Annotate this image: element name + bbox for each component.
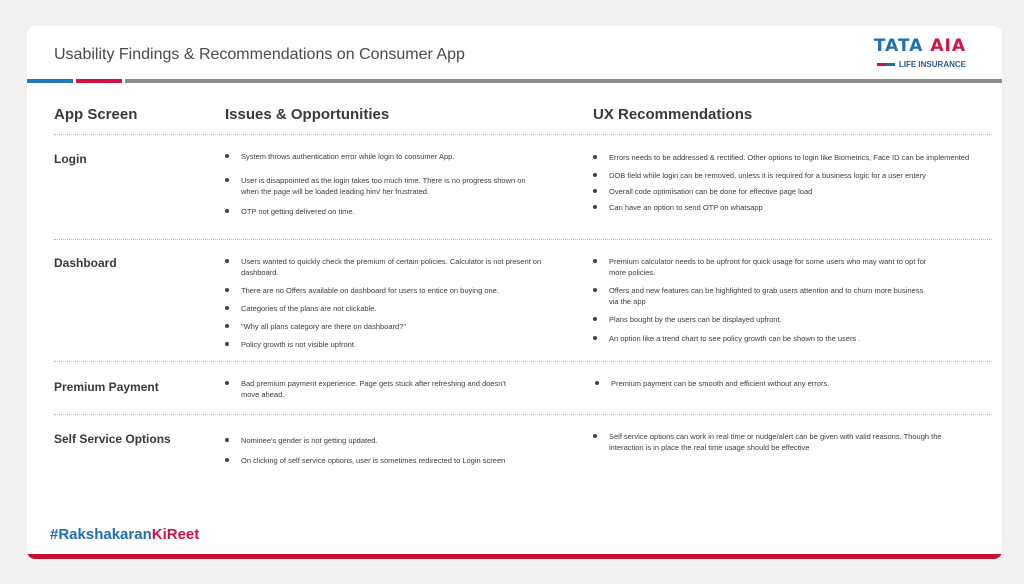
list-item: Overall code optimisation can be done for effective page load — [593, 186, 973, 197]
column-header-issues: Issues & Opportunities — [225, 106, 390, 123]
logo-subtitle-text: LIFE INSURANCE — [898, 60, 966, 69]
list-item: DOB field while login can be removed, unless it is required for a business logic for a user entery — [593, 170, 973, 181]
row-divider — [54, 414, 992, 415]
list-item: Users wanted to quickly check the premium of certain policies. Calculator is not present on dashboard. — [225, 256, 555, 278]
row-divider — [54, 239, 992, 240]
self-service-issues-list — [225, 435, 565, 466]
row-label-self-service: Self Service Options — [54, 432, 171, 446]
slide-card — [27, 26, 1002, 559]
row-label-premium-payment: Premium Payment — [54, 380, 159, 394]
column-header-recommendations: UX Recommendations — [593, 106, 753, 123]
list-item: An option like a trend chart to see policy growth can be shown to the users . — [593, 333, 933, 344]
row-divider — [54, 361, 992, 362]
list-item: On clicking of self service options, user is sometimes redirected to Login screen — [225, 455, 565, 466]
logo-wordmark — [874, 36, 966, 56]
hashtag-part-red: KiReet — [151, 526, 200, 543]
dashboard-recommendations-list — [593, 256, 933, 344]
hashtag-part-blue: #Rakshakaran — [50, 526, 152, 543]
premium-payment-issues-list — [225, 378, 525, 400]
login-issues-list — [225, 151, 545, 217]
list-item: Offers and new features can be highlighted to grab users attention and to churn more business via the app — [593, 285, 933, 307]
accent-bar-red — [76, 79, 122, 83]
accent-bar-blue — [27, 79, 73, 83]
list-item: Policy growth is not visible upfront. — [225, 339, 555, 350]
list-item: Categories of the plans are not clickable. — [225, 303, 555, 314]
list-item: Plans bought by the users can be displayed upfront. — [593, 314, 933, 325]
row-label-login: Login — [54, 152, 87, 166]
logo-aia: AIA — [930, 36, 966, 56]
campaign-hashtag — [50, 526, 199, 543]
list-item: Premium payment can be smooth and efficient without any errors. — [595, 378, 935, 389]
logo-flag-icon — [877, 63, 895, 66]
bottom-accent-bar — [27, 554, 1002, 559]
login-recommendations-list — [593, 152, 973, 213]
list-item: User is disappointed as the login takes too much time. There is no progress shown on when the page will be loaded leading him/ her frustrated. — [225, 175, 545, 197]
list-item: OTP not getting delivered on time. — [225, 206, 545, 217]
dashboard-issues-list — [225, 256, 555, 350]
page-title: Usability Findings & Recommendations on Consumer App — [54, 46, 465, 63]
column-header-app-screen: App Screen — [54, 106, 138, 123]
list-item: Nominee's gender is not getting updated. — [225, 435, 565, 446]
tata-aia-logo — [846, 36, 966, 70]
logo-subtitle — [877, 60, 966, 69]
self-service-recommendations-list — [593, 431, 963, 453]
logo-tata: TATA — [873, 36, 924, 56]
list-item: System throws authentication error while login to consumer App. — [225, 151, 545, 162]
list-item: There are no Offers available on dashboard for users to entice on buying one. — [225, 285, 555, 296]
row-label-dashboard: Dashboard — [54, 256, 117, 270]
list-item: Premium calculator needs to be upfront for quick usage for some users who may want to opt for more policies. — [593, 256, 933, 278]
accent-bar-gray — [125, 79, 1002, 83]
list-item: Errors needs to be addressed & rectified. Other options to login like Biometrics, Face ID can be implemented — [593, 152, 973, 163]
list-item: Can have an option to send OTP on whatsapp — [593, 202, 973, 213]
list-item: "Why all plans category are there on dashboard?" — [225, 321, 555, 332]
row-divider — [54, 134, 992, 135]
list-item: Bad premium payment experience. Page gets stuck after refreshing and doesn't move ahead. — [225, 378, 525, 400]
list-item: Self service options can work in real time or nudge/alert can be given with valid reasons. Though the interaction is in place the real time usage should be effective — [593, 431, 963, 453]
premium-payment-recommendations-list — [595, 378, 935, 389]
